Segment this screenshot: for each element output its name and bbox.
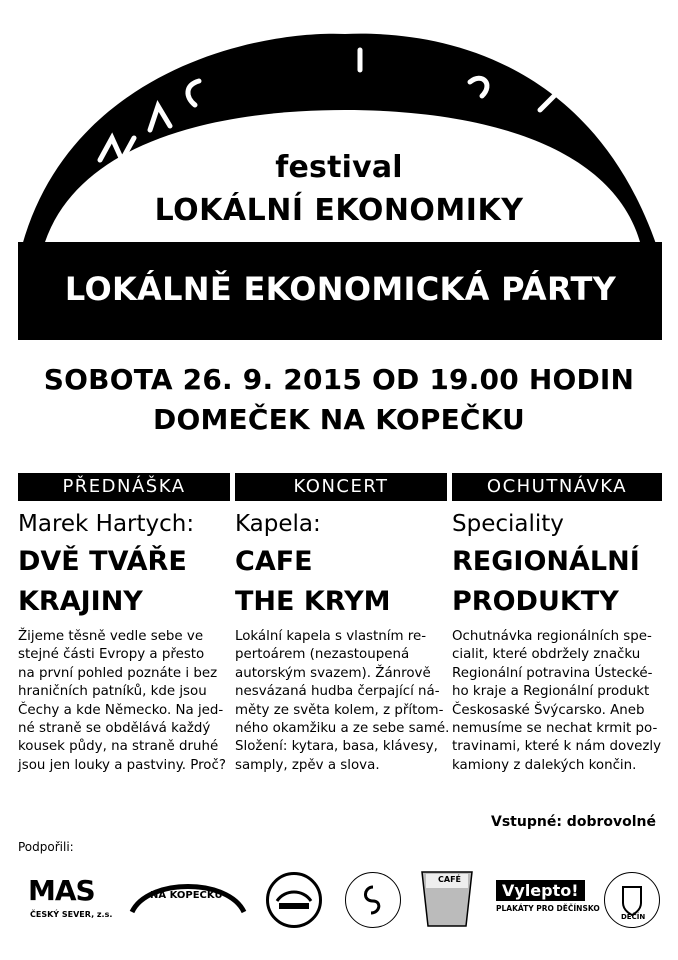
body-line: Složení: kytara, basa, klávesy, bbox=[235, 739, 438, 755]
body-line: stejné části Evropy a přesto bbox=[18, 647, 205, 663]
festival-label: festival bbox=[275, 150, 403, 185]
supporters-label: Podpořili: bbox=[18, 840, 74, 854]
entry-fee: Vstupné: dobrovolné bbox=[491, 814, 656, 830]
body-line: hraničních patníků, kde jsou bbox=[18, 684, 207, 700]
body-line: Žijeme těsně vedle sebe ve bbox=[18, 629, 204, 644]
concert-description bbox=[235, 628, 450, 775]
body-line: cialit, které obdržely značku bbox=[452, 647, 641, 663]
mas-logo-sub: ČESKÝ SEVER, z.s. bbox=[30, 910, 113, 919]
concert-title-line: CAFE bbox=[235, 546, 313, 577]
body-line: měty ze světa kolem, z přítom- bbox=[235, 702, 444, 718]
cafe-cup-logo bbox=[418, 868, 476, 930]
body-line: né straně se obdělává každý bbox=[18, 721, 211, 737]
vylepto-logo bbox=[496, 880, 608, 920]
body-line: kamiony z dalekých končin. bbox=[452, 757, 637, 773]
cafe-logo-text: CAFÉ bbox=[438, 875, 461, 884]
event-place: DOMEČEK NA KOPEČKU bbox=[153, 403, 525, 436]
festival-name: LOKÁLNÍ EKONOMIKY bbox=[154, 193, 524, 228]
body-line: Čechy a kde Německo. Na jed- bbox=[18, 702, 224, 718]
vylepto-logo-sub: PLAKÁTY PRO DĚČÍNSKO bbox=[496, 904, 600, 913]
lecture-title-line: KRAJINY bbox=[18, 586, 143, 617]
mas-logo-name: MAS bbox=[28, 874, 95, 907]
event-date: SOBOTA 26. 9. 2015 OD 19.00 HODIN bbox=[43, 363, 635, 396]
body-line: autorským svazem). Žánrově bbox=[235, 665, 431, 681]
regional-product-badge-icon bbox=[266, 872, 322, 928]
mas-logo bbox=[28, 876, 112, 926]
column-header-tasting: OCHUTNÁVKA bbox=[452, 473, 662, 501]
lecture-title-line: DVĚ TVÁŘE bbox=[18, 546, 187, 577]
body-line: Regionální potravina Ústecké- bbox=[452, 665, 653, 681]
tasting-title-line: PRODUKTY bbox=[452, 586, 619, 617]
column-lecture bbox=[18, 508, 230, 775]
chamber-of-commerce-logo bbox=[604, 872, 660, 928]
nakopecku-logo-text: NA KOPEČKU bbox=[150, 890, 223, 901]
column-header-concert: KONCERT bbox=[235, 473, 447, 501]
body-line: Českosaské Švýcarsko. Aneb bbox=[452, 702, 645, 718]
tasting-title-line: REGIONÁLNÍ bbox=[452, 546, 640, 577]
body-line: travinami, které k nám dovezly bbox=[452, 739, 662, 755]
lecture-description bbox=[18, 628, 230, 775]
body-line: pertoárem (nezastoupená bbox=[235, 647, 410, 663]
banner-title: LOKÁLNĚ EKONOMICKÁ PÁRTY bbox=[64, 270, 617, 308]
body-line: jsou jen louky a pastviny. Proč? bbox=[18, 757, 226, 773]
column-tasting bbox=[452, 508, 664, 775]
body-line: ho kraje a Regionální produkt bbox=[452, 684, 650, 700]
concert-band-label: Kapela: bbox=[235, 511, 321, 537]
chamber-logo-text: DĚČÍN bbox=[621, 913, 646, 921]
body-line: nemusíme se nechat krmit po- bbox=[452, 721, 658, 737]
tasting-label: Speciality bbox=[452, 511, 564, 537]
body-line: ného okamžiku a ze sebe samé. bbox=[235, 721, 450, 737]
body-line: nesvázaná hudba čerpající ná- bbox=[235, 684, 440, 700]
body-line: Ochutnávka regionálních spe- bbox=[452, 629, 652, 644]
column-header-lecture: PŘEDNÁŠKA bbox=[18, 473, 230, 501]
lecture-speaker: Marek Hartych: bbox=[18, 511, 195, 537]
body-line: na první pohled poznáte i bez bbox=[18, 665, 218, 681]
body-line: kousek půdy, na straně druhé bbox=[18, 739, 219, 755]
nakopecku-logo bbox=[128, 872, 248, 916]
body-line: Lokální kapela s vlastním re- bbox=[235, 629, 427, 644]
vylepto-logo-name: Vylepto! bbox=[496, 880, 585, 901]
ceskosaske-svycarsko-icon bbox=[345, 872, 401, 928]
tasting-description bbox=[452, 628, 664, 775]
body-line: samply, zpěv a slova. bbox=[235, 757, 380, 773]
column-concert bbox=[235, 508, 450, 775]
concert-title-line: THE KRYM bbox=[235, 586, 391, 617]
